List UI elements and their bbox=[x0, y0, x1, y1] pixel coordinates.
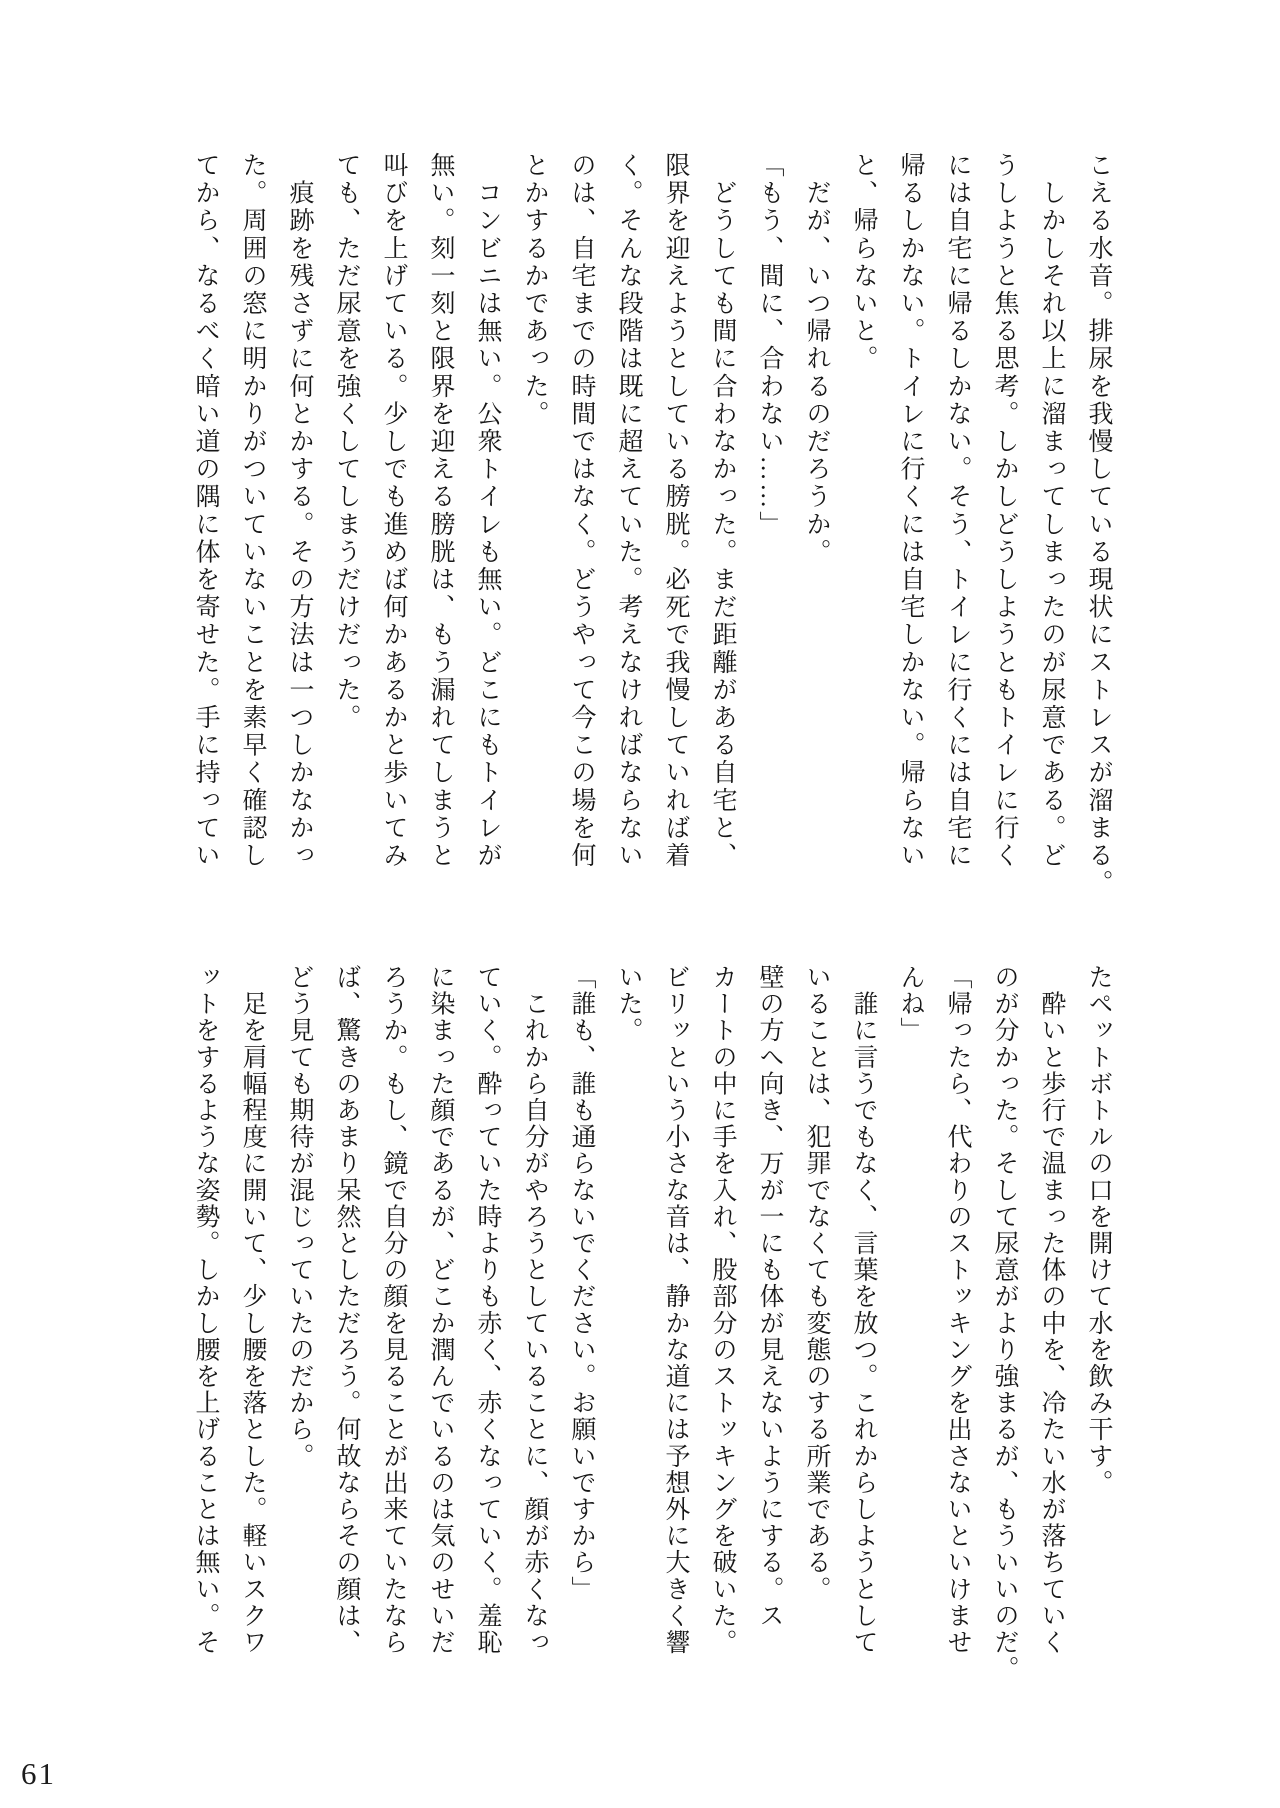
text-column: 痕跡を残さずに何とかする。その方法は一つしかなかっ bbox=[286, 152, 313, 870]
text-column: に染まった顔であるが、どこか潤んでいるのは気のせいだ bbox=[427, 964, 454, 1656]
text-column: 「もう、間に、合わない……」 bbox=[756, 152, 783, 539]
text-column: ば、驚きのあまり呆然としただろう。何故ならその顔は、 bbox=[333, 964, 360, 1656]
text-column: 酔いと歩行で温まった体の中を、冷たい水が落ちていく bbox=[1038, 964, 1065, 1656]
text-column: てから、なるべく暗い道の隅に体を寄せた。手に持ってい bbox=[192, 152, 219, 870]
text-column: 帰るしかない。トイレに行くには自宅しかない。帰らない bbox=[897, 152, 924, 870]
text-column: 壁の方へ向き、万が一にも体が見えないようにする。ス bbox=[756, 964, 783, 1629]
text-column: こえる水音。排尿を我慢している現状にストレスが溜まる。 bbox=[1085, 152, 1112, 898]
text-column: どう見ても期待が混じっていたのだから。 bbox=[286, 964, 313, 1470]
text-column: いた。 bbox=[615, 964, 642, 1044]
text-column: 「誰も、誰も通らないでください。お願いですから」 bbox=[568, 964, 595, 1603]
text-column: ても、ただ尿意を強くしてしまうだけだった。 bbox=[333, 152, 360, 732]
text-column: のは、自宅までの時間ではなく。どうやって今この場を何 bbox=[568, 152, 595, 870]
text-column: だが、いつ帰れるのだろうか。 bbox=[803, 152, 830, 566]
text-column: 足を肩幅程度に開いて、少し腰を落とした。軽いスクワ bbox=[239, 964, 266, 1656]
text-block-top bbox=[182, 152, 1122, 927]
text-column: カートの中に手を入れ、股部分のストッキングを破いた。 bbox=[709, 964, 736, 1656]
text-column: うしようと焦る思考。しかしどうしようともトイレに行く bbox=[991, 152, 1018, 870]
text-column: たペットボトルの口を開けて水を飲み干す。 bbox=[1085, 964, 1112, 1496]
text-column: には自宅に帰るしかない。そう、トイレに行くには自宅に bbox=[944, 152, 971, 870]
text-column: とかするかであった。 bbox=[521, 152, 548, 428]
text-column: く。そんな段階は既に超えていた。考えなければならない bbox=[615, 152, 642, 870]
text-column: と、帰らないと。 bbox=[850, 152, 877, 373]
text-column: 「帰ったら、代わりのストッキングを出さないといけませ bbox=[944, 964, 971, 1656]
text-column: ビリッという小さな音は、静かな道には予想外に大きく響 bbox=[662, 964, 689, 1656]
text-column: のが分かった。そして尿意がより強まるが、もういいのだ。 bbox=[991, 964, 1018, 1683]
text-column: 限界を迎えようとしている膀胱。必死で我慢していれば着 bbox=[662, 152, 689, 870]
text-column: これから自分がやろうとしていることに、顔が赤くなっ bbox=[521, 964, 548, 1656]
text-block-bottom bbox=[182, 964, 1122, 1704]
text-column: ットをするような姿勢。しかし腰を上げることは無い。そ bbox=[192, 964, 219, 1656]
page-number: 61 bbox=[21, 1756, 56, 1791]
text-column: ていく。酔っていた時よりも赤く、赤くなっていく。羞恥 bbox=[474, 964, 501, 1656]
text-column: 誰に言うでもなく、言葉を放つ。これからしようとして bbox=[850, 964, 877, 1656]
text-column: コンビニは無い。公衆トイレも無い。どこにもトイレが bbox=[474, 152, 501, 870]
text-column: ろうか。もし、鏡で自分の顔を見ることが出来ていたなら bbox=[380, 964, 407, 1656]
text-column: た。周囲の窓に明かりがついていないことを素早く確認し bbox=[239, 152, 266, 870]
text-column: 叫びを上げている。少しでも進めば何かあるかと歩いてみ bbox=[380, 152, 407, 870]
text-column: いることは、犯罪でなくても変態のする所業である。 bbox=[803, 964, 830, 1603]
text-column: 無い。刻一刻と限界を迎える膀胱は、もう漏れてしまうと bbox=[427, 152, 454, 870]
text-column: んね」 bbox=[897, 964, 924, 1044]
text-column: どうしても間に合わなかった。まだ距離がある自宅と、 bbox=[709, 152, 736, 870]
text-column: しかしそれ以上に溜まってしまったのが尿意である。ど bbox=[1038, 152, 1065, 870]
